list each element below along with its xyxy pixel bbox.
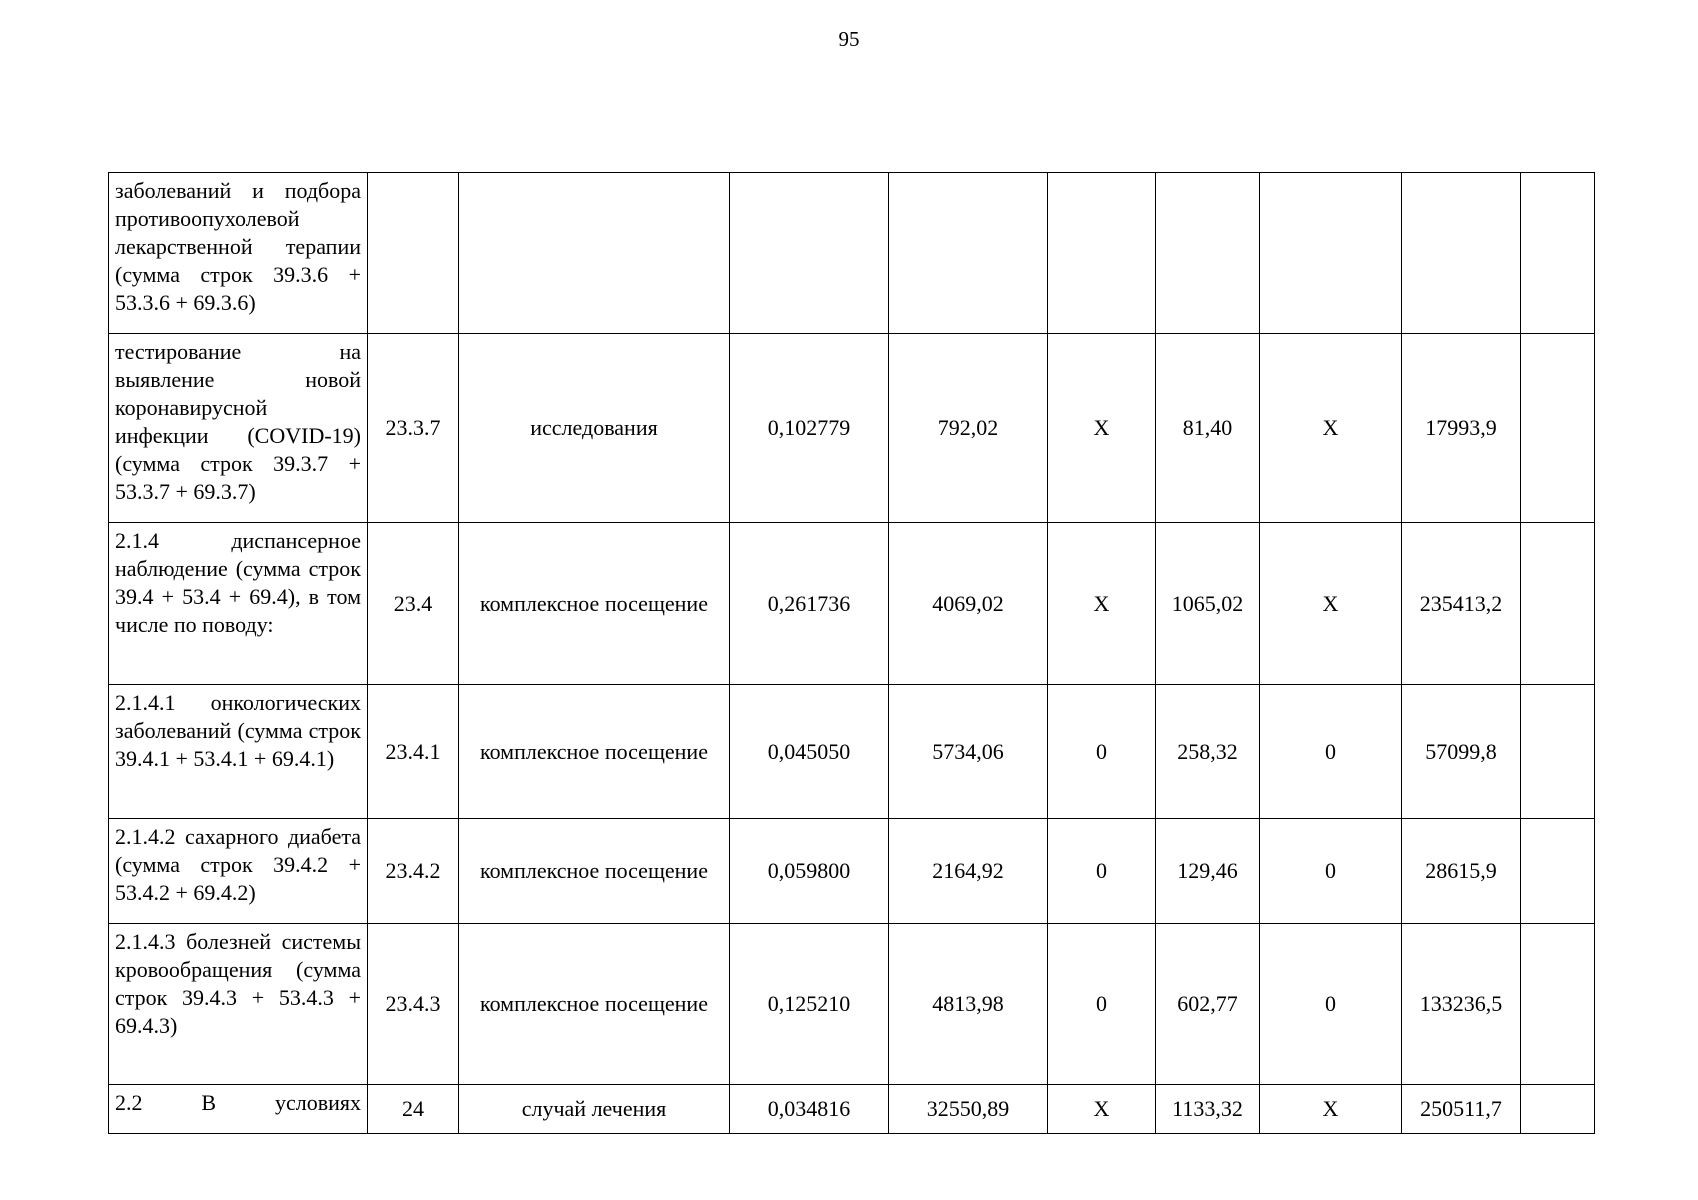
row-volume: 0,125210 (730, 924, 889, 1085)
row-col6: X (1048, 1085, 1156, 1134)
row-unit: комплексное посещение (459, 924, 730, 1085)
table-row (109, 924, 1595, 1085)
row-volume: 0,034816 (730, 1085, 889, 1134)
row-description: 2.1.4.1 онкологических заболеваний (сумма строк 39.4.1 + 53.4.1 + 69.4.1) (109, 685, 368, 819)
table-row (109, 173, 1595, 334)
table-row (109, 1085, 1595, 1134)
row-col9: 57099,8 (1402, 685, 1521, 819)
row-col10 (1521, 924, 1595, 1085)
row-col8: X (1260, 1085, 1402, 1134)
row-col7: 1065,02 (1156, 523, 1260, 685)
row-unit: случай лечения (459, 1085, 730, 1134)
row-unit: комплексное посещение (459, 523, 730, 685)
row-col8: 0 (1260, 685, 1402, 819)
row-col9: 133236,5 (1402, 924, 1521, 1085)
row-col8: X (1260, 523, 1402, 685)
row-unit (459, 173, 730, 334)
row-col10 (1521, 685, 1595, 819)
row-col6: X (1048, 334, 1156, 523)
row-col6: X (1048, 523, 1156, 685)
row-col10 (1521, 1085, 1595, 1134)
row-col10 (1521, 819, 1595, 924)
row-col8: 0 (1260, 819, 1402, 924)
row-description: тестирование на выявление новой коронавирусной инфекции (COVID-19) (сумма строк 39.3.7 + 53.3.7 + 69.3.7) (109, 334, 368, 523)
row-col7 (1156, 173, 1260, 334)
row-col9: 250511,7 (1402, 1085, 1521, 1134)
row-volume: 0,045050 (730, 685, 889, 819)
row-col9: 28615,9 (1402, 819, 1521, 924)
row-col6 (1048, 173, 1156, 334)
row-col10 (1521, 334, 1595, 523)
row-cost: 32550,89 (889, 1085, 1048, 1134)
row-col8 (1260, 173, 1402, 334)
row-code: 24 (368, 1085, 459, 1134)
row-cost: 792,02 (889, 334, 1048, 523)
row-col6: 0 (1048, 819, 1156, 924)
table-row (109, 819, 1595, 924)
row-code (368, 173, 459, 334)
row-col9: 17993,9 (1402, 334, 1521, 523)
row-description: 2.1.4.2 сахарного диабета (сумма строк 39.4.2 + 53.4.2 + 69.4.2) (109, 819, 368, 924)
row-col9: 235413,2 (1402, 523, 1521, 685)
row-cost: 4069,02 (889, 523, 1048, 685)
table-row (109, 334, 1595, 523)
row-col7: 129,46 (1156, 819, 1260, 924)
row-col10 (1521, 173, 1595, 334)
data-table (108, 172, 1595, 1134)
row-col8: X (1260, 334, 1402, 523)
row-unit: комплексное посещение (459, 685, 730, 819)
row-code: 23.4.2 (368, 819, 459, 924)
row-col6: 0 (1048, 924, 1156, 1085)
row-col8: 0 (1260, 924, 1402, 1085)
row-col9 (1402, 173, 1521, 334)
row-code: 23.4 (368, 523, 459, 685)
row-code: 23.3.7 (368, 334, 459, 523)
row-cost (889, 173, 1048, 334)
row-cost: 5734,06 (889, 685, 1048, 819)
row-description: 2.1.4 диспансерное наблюдение (сумма строк 39.4 + 53.4 + 69.4), в том числе по поводу: (109, 523, 368, 685)
row-code: 23.4.1 (368, 685, 459, 819)
row-col7: 258,32 (1156, 685, 1260, 819)
row-description: 2.1.4.3 болезней системы кровообращения (сумма строк 39.4.3 + 53.4.3 + 69.4.3) (109, 924, 368, 1085)
row-code: 23.4.3 (368, 924, 459, 1085)
page-number: 95 (838, 27, 860, 51)
row-volume (730, 173, 889, 334)
row-description: заболеваний и подбора противоопухолевой лекарственной терапии (сумма строк 39.3.6 + 53.3.6 + 69.3.6) (109, 173, 368, 334)
row-col6: 0 (1048, 685, 1156, 819)
row-col7: 602,77 (1156, 924, 1260, 1085)
table-row (109, 685, 1595, 819)
row-volume: 0,102779 (730, 334, 889, 523)
table-row (109, 523, 1595, 685)
row-description: 2.2 В условиях (109, 1085, 368, 1134)
row-col7: 81,40 (1156, 334, 1260, 523)
row-col10 (1521, 523, 1595, 685)
row-volume: 0,261736 (730, 523, 889, 685)
row-col7: 1133,32 (1156, 1085, 1260, 1134)
row-cost: 4813,98 (889, 924, 1048, 1085)
row-volume: 0,059800 (730, 819, 889, 924)
row-unit: комплексное посещение (459, 819, 730, 924)
row-unit: исследования (459, 334, 730, 523)
row-cost: 2164,92 (889, 819, 1048, 924)
